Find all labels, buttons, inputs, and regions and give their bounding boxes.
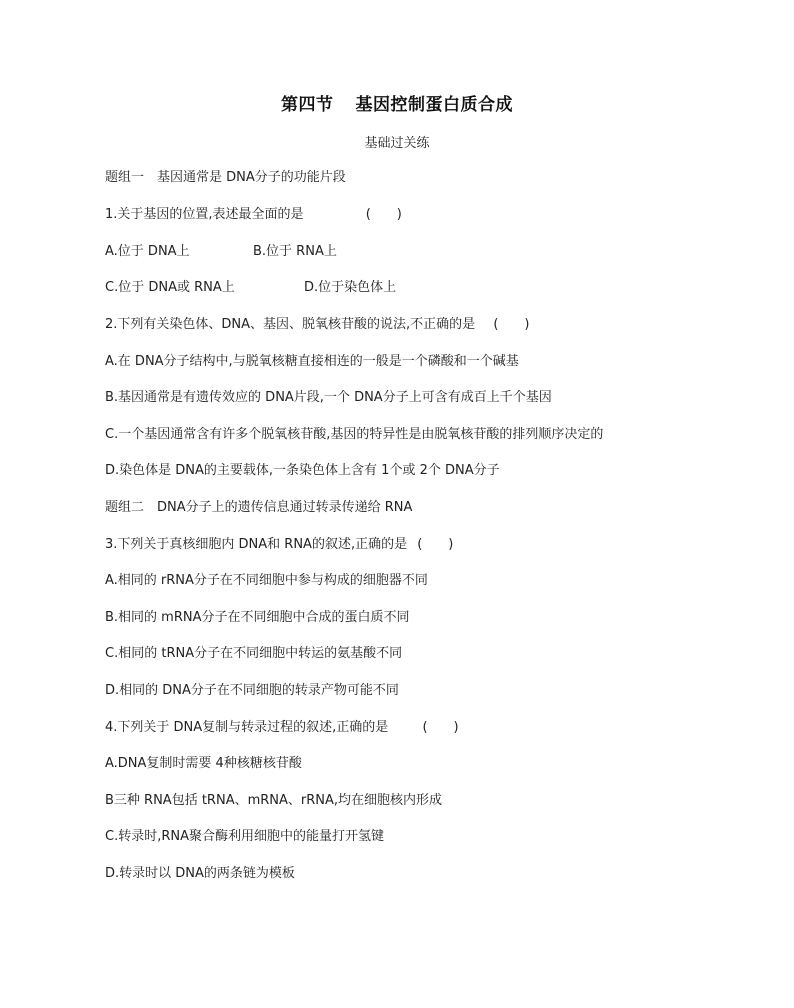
- q4-option-d: D.转录时以 DNA的两条链为模板: [105, 866, 295, 881]
- question-2: [105, 313, 529, 332]
- page-subtitle: 基础过关练: [364, 136, 430, 151]
- question-4-stem: 4.下列关于 DNA复制与转录过程的叙述,正确的是: [105, 720, 389, 735]
- question-1-stem: 1.关于基因的位置,表述最全面的是: [105, 207, 304, 222]
- q1-option-b: B.位于 RNA上: [253, 244, 337, 259]
- question-3-stem: 3.下列关于真核细胞内 DNA和 RNA的叙述,正确的是: [105, 537, 408, 552]
- question-1: [105, 203, 402, 222]
- q1-option-a: A.位于 DNA上: [105, 244, 190, 259]
- q4-option-b: B三种 RNA包括 tRNA、mRNA、rRNA,均在细胞核内形成: [105, 793, 443, 808]
- q3-option-c: C.相同的 tRNA分子在不同细胞中转运的氨基酸不同: [105, 646, 403, 661]
- q4-option-a: A.DNA复制时需要 4种核糖核苷酸: [105, 756, 302, 771]
- group-heading-2: 题组二 DNA分子上的遗传信息通过转录传递给 RNA: [105, 500, 413, 515]
- question-2-stem: 2.下列有关染色体、DNA、基因、脱氧核苷酸的说法,不正确的是: [105, 317, 476, 332]
- question-3: [105, 533, 453, 552]
- page-title: [0, 90, 794, 115]
- q3-option-a: A.相同的 rRNA分子在不同细胞中参与构成的细胞器不同: [105, 573, 428, 588]
- q1-option-d: D.位于染色体上: [304, 280, 397, 295]
- q1-option-c: C.位于 DNA或 RNA上: [105, 280, 235, 295]
- question-4: [105, 716, 459, 735]
- section-title: 基因控制蛋白质合成: [355, 95, 513, 115]
- answer-paren-2: ( ): [493, 317, 530, 332]
- section-number: 第四节: [281, 95, 334, 115]
- q4-option-c: C.转录时,RNA聚合酶利用细胞中的能量打开氢键: [105, 829, 384, 844]
- answer-paren-1: ( ): [365, 207, 402, 222]
- q2-option-d: D.染色体是 DNA的主要载体,一条染色体上含有 1个或 2个 DNA分子: [105, 463, 500, 478]
- q1-options-row-2: [105, 276, 695, 295]
- q3-option-d: D.相同的 DNA分子在不同细胞的转录产物可能不同: [105, 683, 399, 698]
- q2-option-b: B.基因通常是有遗传效应的 DNA片段,一个 DNA分子上可含有成百上千个基因: [105, 390, 552, 405]
- q1-options-row-1: [105, 240, 695, 259]
- q2-option-a: A.在 DNA分子结构中,与脱氧核糖直接相连的一般是一个磷酸和一个碱基: [105, 354, 519, 369]
- answer-paren-3: ( ): [417, 537, 454, 552]
- group-heading-1: 题组一 基因通常是 DNA分子的功能片段: [105, 170, 346, 185]
- q2-option-c: C.一个基因通常含有许多个脱氧核苷酸,基因的特异性是由脱氧核苷酸的排列顺序决定的: [105, 427, 604, 442]
- answer-paren-4: ( ): [422, 720, 459, 735]
- q3-option-b: B.相同的 mRNA分子在不同细胞中合成的蛋白质不同: [105, 610, 410, 625]
